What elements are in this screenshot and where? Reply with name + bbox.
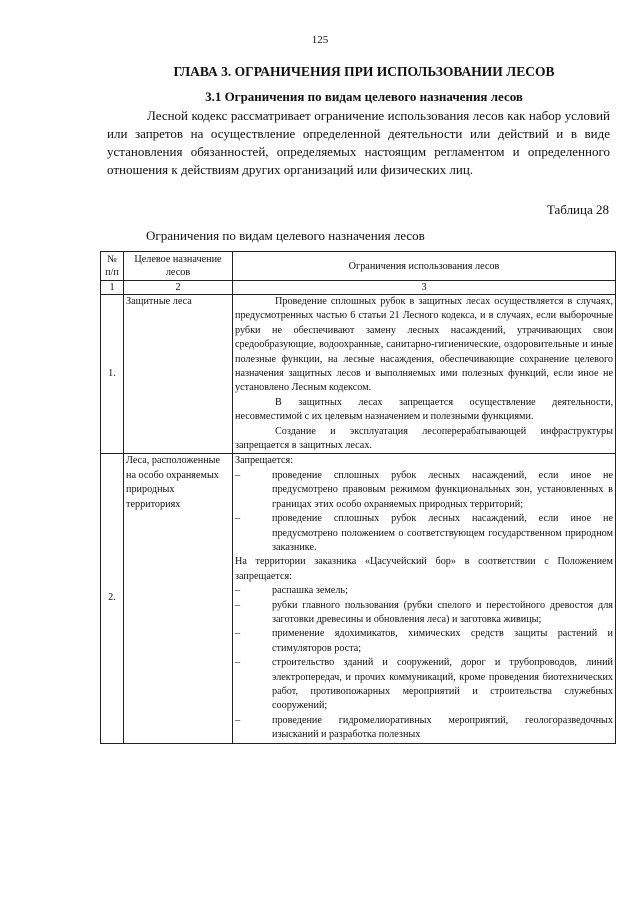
restriction-middle: На территории заказника «Цасучейский бор» в соответствии с Положением запрещается: bbox=[235, 556, 613, 582]
row-number: 2. bbox=[101, 454, 124, 743]
header-purpose: Целевое назначение лесов bbox=[124, 252, 233, 281]
restriction-item bbox=[235, 656, 613, 714]
column-number-row bbox=[101, 281, 616, 295]
column-number: 2 bbox=[124, 281, 233, 295]
row-restrictions bbox=[233, 454, 616, 743]
restriction-paragraph: Проведение сплошных рубок в защитных лесах осуществляется в случаях, предусмотренных частью 6 статьи 21 Лесного кодекса, и в случаях, если выборочные рубки не обеспечивают замену лесных насаждений, утрачивающих свои средообразующие, водоохранные, санитарно-гигиенические, оздоровительные и иные полезные функции, на лесные насаждения, обеспечивающие сохранение целевого назначения защитных лесов и выполняемых ими полезных функций, если иное не установлено Лесным кодексом. bbox=[235, 296, 613, 394]
restriction-item-text: проведение сплошных рубок лесных насаждений, если иное не предусмотрено правовым режимом функциональных зон, установленных в границах этих особо охраняемых природных территорий; bbox=[272, 469, 613, 510]
intro-paragraph: Лесной кодекс рассматривает ограничение использования лесов как набор условий или запретов на осуществление определенной деятельности или действий и в виде установления обязанностей, определяемых настоящим регламентом и определенного отношения к действиям других организаций или физических лиц. bbox=[107, 108, 610, 177]
table-header-row bbox=[101, 252, 616, 281]
row-number: 1. bbox=[101, 295, 124, 454]
restriction-item-text: рубки главного пользования (рубки спелого и перестойного древостоя для заготовки древесины и обновления леса) и заготовка живицы; bbox=[272, 599, 613, 625]
dash-mark: – bbox=[235, 628, 241, 640]
chapter-title: ГЛАВА 3. ОГРАНИЧЕНИЯ ПРИ ИСПОЛЬЗОВАНИИ ЛЕСОВ bbox=[173, 64, 555, 79]
restriction-item bbox=[235, 512, 613, 555]
dash-mark: – bbox=[235, 599, 241, 611]
restriction-item bbox=[235, 599, 613, 628]
restriction-item-text: проведение сплошных рубок лесных насаждений, если иное не предусмотрено положением о соответствующем государственном природном заказнике. bbox=[272, 513, 613, 553]
header-number: № п/п bbox=[101, 252, 124, 281]
header-restrictions: Ограничения использования лесов bbox=[233, 252, 616, 281]
restriction-paragraph: Создание и эксплуатация лесоперерабатывающей инфраструктуры запрещается в защитных лесах. bbox=[235, 425, 613, 452]
table-row bbox=[101, 454, 616, 743]
dash-mark: – bbox=[235, 469, 241, 481]
restrictions-table bbox=[100, 251, 616, 744]
restriction-item bbox=[235, 714, 613, 743]
dash-mark: – bbox=[235, 657, 241, 669]
column-number: 3 bbox=[233, 281, 616, 295]
dash-mark: – bbox=[235, 585, 241, 597]
restriction-item bbox=[235, 469, 613, 512]
section-title: 3.1 Ограничения по видам целевого назначения лесов bbox=[205, 89, 523, 104]
restriction-intro: Запрещается: bbox=[235, 455, 294, 467]
row-purpose: Защитные леса bbox=[124, 295, 233, 454]
restriction-item bbox=[235, 627, 613, 656]
restriction-paragraph: В защитных лесах запрещается осуществление деятельности, несовместимой с их целевым назначением и полезными функциями. bbox=[235, 396, 613, 423]
restriction-item-text: распашка земель; bbox=[272, 585, 348, 597]
restriction-item bbox=[235, 584, 613, 598]
table-title: Ограничения по видам целевого назначения лесов bbox=[146, 228, 425, 243]
page-number: 125 bbox=[311, 34, 329, 46]
dash-mark: – bbox=[235, 513, 241, 525]
restriction-item-text: проведение гидромелиоративных мероприятий, геологоразведочных изысканий и разработка полезных bbox=[272, 714, 613, 741]
row-purpose: Леса, расположенные на особо охраняемых природных территориях bbox=[124, 454, 233, 743]
restriction-item-text: строительство зданий и сооружений, дорог и трубопроводов, линий электропередач, и прочих коммуникаций, кроме проведения биотехнических работ, противопожарных мероприятий и строительства служебных сооружений; bbox=[272, 657, 613, 712]
column-number: 1 bbox=[101, 281, 124, 295]
restriction-item-text: применение ядохимикатов, химических средств защиты растений и стимуляторов роста; bbox=[272, 628, 613, 654]
row-restrictions bbox=[233, 295, 616, 454]
dash-mark: – bbox=[235, 714, 241, 726]
table-number: Таблица 28 bbox=[546, 202, 609, 217]
table-row bbox=[101, 295, 616, 454]
